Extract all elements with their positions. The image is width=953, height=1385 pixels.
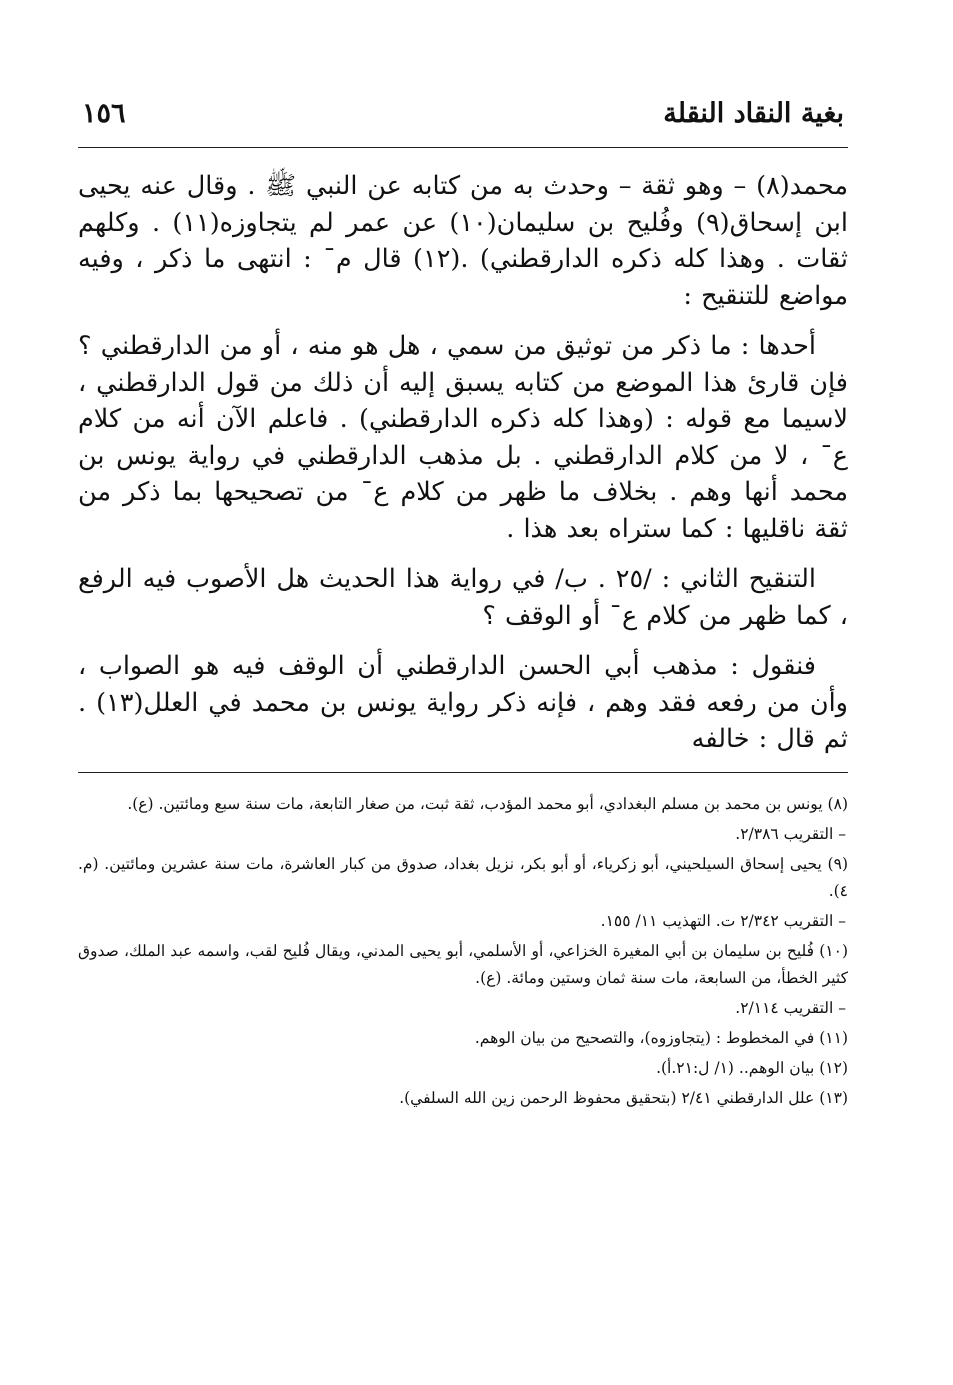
footnote-reference: – التقريب ٢/٣٤٢ ت. التهذيب ١١/ ١٥٥.	[600, 911, 846, 930]
book-title: بغية النقاد النقلة	[663, 98, 844, 129]
paragraph: فنقول : مذهب أبي الحسن الدارقطني أن الوقف فيه هو الصواب ، وأن من رفعه فقد وهم ، فإنه ذكر رواية يونس بن محمد في العلل(١٣) . ثم قال : خالفه	[78, 651, 848, 754]
footnotes	[78, 791, 848, 1112]
footnote: (١٣) علل الدارقطني ٢/٤١ (بتحقيق محفوظ الرحمن زين الله السلفي).	[399, 1088, 848, 1107]
footnote: (٨) يونس بن محمد بن مسلم البغدادي، أبو محمد المؤدب، ثقة ثبت، من صغار التابعة، مات سنة سبع ومائتين. (ع).	[127, 794, 848, 813]
footnote: (١٠) فُليح بن سليمان بن أبي المغيرة الخزاعي، أو الأسلمي، أبو يحيى المدني، ويقال فُليح لقب، واسمه عبد الملك، صدوق كثير الخطأ، من السابعة، مات سنة ثمان وستين ومائة. (ع).	[78, 941, 848, 987]
footnote-reference: – التقريب ٢/٣٨٦.	[735, 824, 846, 843]
book-page	[78, 98, 848, 1115]
footnote: (١٢) بيان الوهم.. (١/ ل:٢١.أ).	[656, 1058, 848, 1077]
paragraph: محمد(٨) – وهو ثقة – وحدث به من كتابه عن النبي ﷺ . وقال عنه يحيى ابن إسحاق(٩) وفُليح بن سليمان(١٠) عن عمر لم يتجاوزه(١١) . وكلهم ثقات . وهذا كله ذكره الدارقطني) .(١٢) قال مˉ : انتهى ما ذكر ، وفيه مواضع للتنقيح :	[78, 171, 849, 311]
paragraph: التنقيح الثاني : /٢٥ . ب/ في رواية هذا الحديث هل الأصوب فيه الرفع ، كما ظهر من كلام عˉ أو الوقف ؟	[78, 564, 848, 631]
footnote: (١١) في المخطوط : (يتجاوزوه)، والتصحيح من بيان الوهم.	[474, 1028, 848, 1047]
page-number: ١٥٦	[82, 98, 126, 129]
footnote-separator	[78, 772, 848, 773]
footnote-reference: – التقريب ٢/١١٤.	[735, 998, 846, 1017]
paragraph: أحدها : ما ذكر من توثيق من سمي ، هل هو منه ، أو من الدارقطني ؟ فإن قارئ هذا الموضع من كتابه يسبق إليه أن ذلك من قول الدارقطني ، لاسيما مع قوله : (وهذا كله ذكره الدارقطني) . فاعلم الآن أنه من كلام عˉ ، لا من كلام الدارقطني . بل مذهب الدارقطني في رواية يونس بن محمد أنها وهم . بخلاف ما ظهر من كلام عˉ من تصحيحها بما ذكر من ثقة ناقليها : كما ستراه بعد هذا .	[78, 331, 848, 544]
footnote: (٩) يحيى إسحاق السيلحيني، أبو زكرياء، أو أبو بكر، نزيل بغداد، صدوق من كبار العاشرة، مات سنة عشرين ومائتين. (م. ٤).	[78, 854, 848, 900]
running-header	[78, 98, 848, 148]
main-text	[78, 168, 848, 758]
